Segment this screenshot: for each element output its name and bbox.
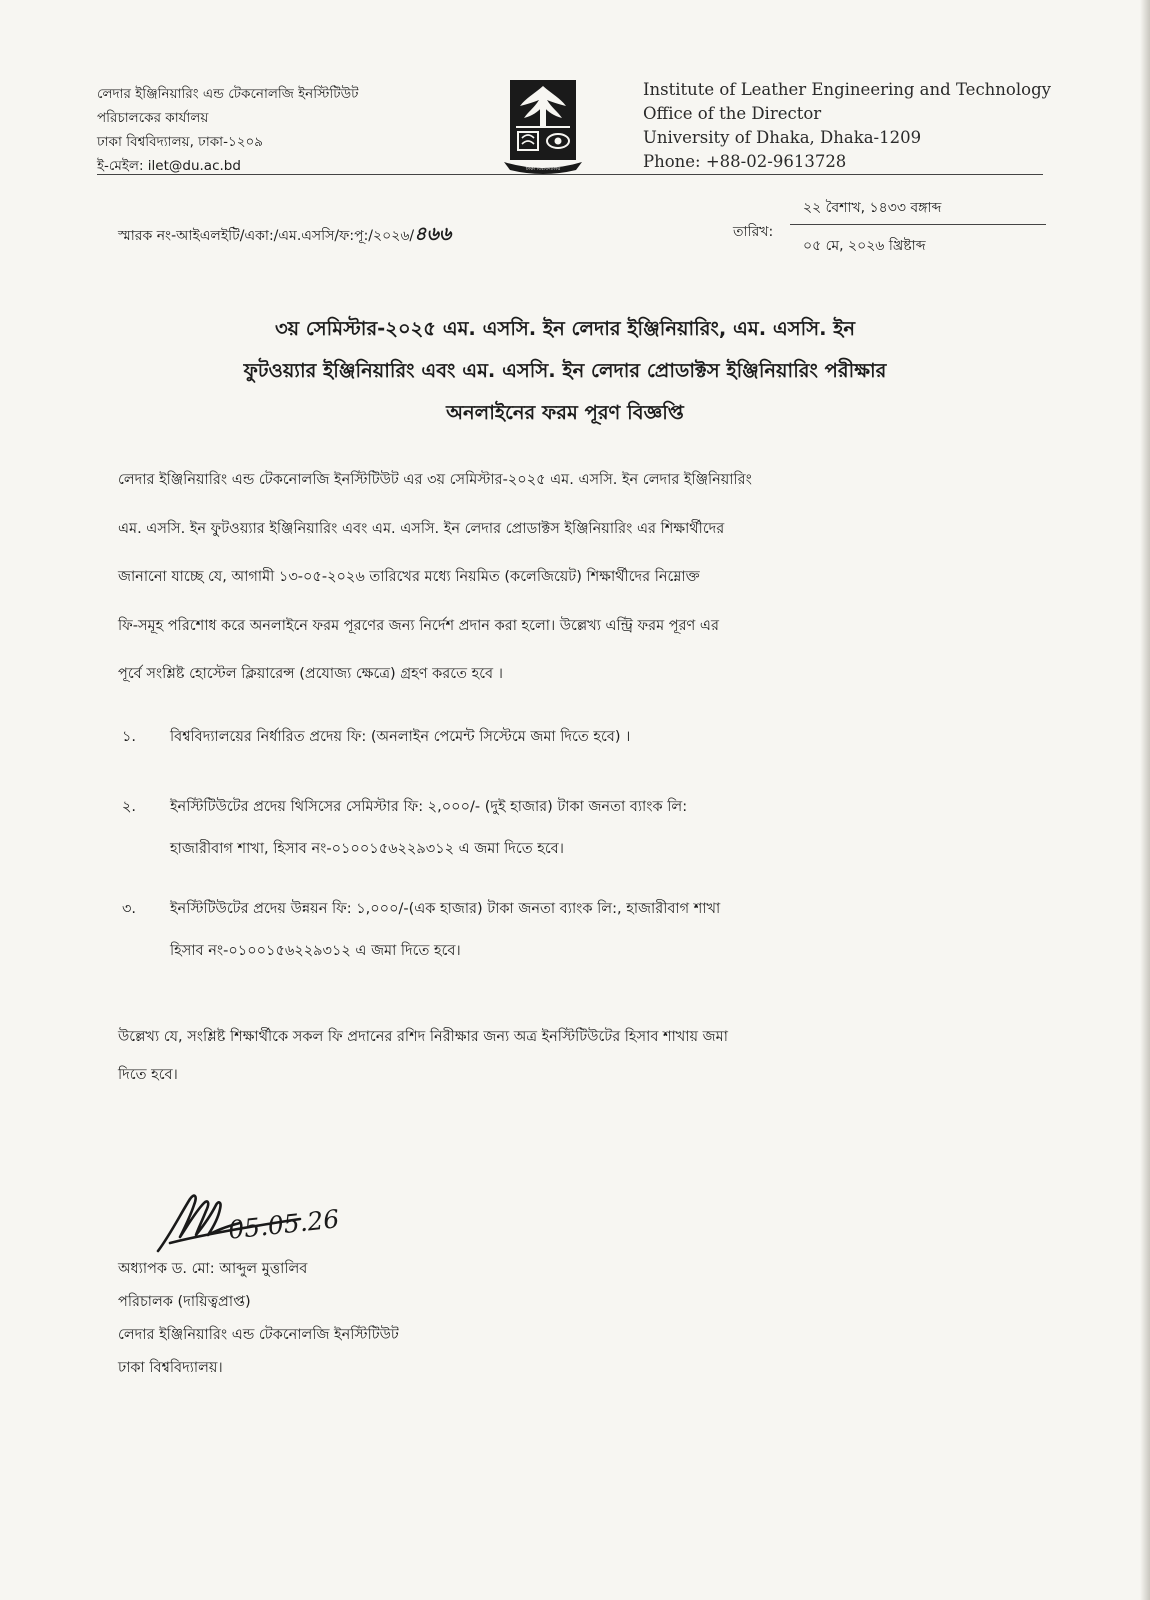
body-line: পূর্বে সংশ্লিষ্ট হোস্টেল ক্লিয়ারেন্স (প্রযোজ্য ক্ষেত্রে) গ্রহণ করতে হবে । bbox=[118, 666, 503, 682]
note-line: উল্লেখ্য যে, সংশ্লিষ্ট শিক্ষার্থীকে সকল ফি প্রদানের রশিদ নিরীক্ষার জন্য অত্র ইনস্টিটিউটের হিসাব শাখায় জমা bbox=[118, 1029, 728, 1045]
signatory-institute: লেদার ইঞ্জিনিয়ারিং এন্ড টেকনোলজি ইনস্টিটিউট bbox=[118, 1327, 399, 1343]
signatory-name: অধ্যাপক ড. মো: আব্দুল মুত্তালিব bbox=[118, 1261, 308, 1277]
item-number: ৩. bbox=[122, 901, 137, 917]
date-label: তারিখ: bbox=[733, 224, 774, 240]
item-line: ইনস্টিটিউটের প্রদেয় উন্নয়ন ফি: ১,০০০/-(এক হাজার) টাকা জনতা ব্যাংক লি:, হাজারীবাগ শাখা bbox=[170, 901, 721, 917]
body-line: লেদার ইঞ্জিনিয়ারিং এন্ড টেকনোলজি ইনস্টিটিউট এর ৩য় সেমিস্টার-২০২৫ এম. এসসি. ইন লেদার ইঞ্জিনিয়ারিং bbox=[118, 472, 752, 488]
notice-body bbox=[118, 456, 1046, 699]
memo-prefix: স্মারক নং-আইএলইটি/একা:/এম.এসসি/ফ:পূ:/২০২৬/ bbox=[118, 228, 415, 244]
title-line: অনলাইনের ফরম পূরণ বিজ্ঞপ্তি bbox=[446, 401, 684, 424]
memo-number: ৪৬৬ bbox=[414, 223, 452, 245]
date-divider bbox=[790, 224, 1046, 225]
notice-title bbox=[140, 308, 990, 434]
item-line: ইনস্টিটিউটের প্রদেয় থিসিসের সেমিস্টার ফি: ২,০০০/- (দুই হাজার) টাকা জনতা ব্যাংক লি: bbox=[170, 799, 688, 815]
signature-date: 05.05.26 bbox=[226, 1204, 341, 1245]
notice-footnote bbox=[118, 1018, 1046, 1094]
institute-name-english: Institute of Leather Engineering and Technology bbox=[643, 80, 1051, 99]
email-line: ই-মেইল: ilet@du.ac.bd bbox=[97, 158, 241, 174]
office-name-english: Office of the Director bbox=[643, 104, 822, 123]
item-number: ১. bbox=[122, 729, 137, 745]
title-line: ফুটওয়্যার ইঞ্জিনিয়ারিং এবং এম. এসসি. ইন লেদার প্রোডাক্টস ইঞ্জিনিয়ারিং পরীক্ষার bbox=[243, 359, 887, 382]
item-line: বিশ্ববিদ্যালয়ের নির্ধারিত প্রদেয় ফি: (অনলাইন পেমেন্ট সিস্টেমে জমা দিতে হবে) । bbox=[170, 729, 631, 745]
address-english: University of Dhaka, Dhaka-1209 bbox=[643, 128, 922, 147]
header-divider bbox=[97, 174, 1043, 175]
signatory-designation: পরিচালক (দায়িত্বপ্রাপ্ত) bbox=[118, 1294, 251, 1310]
institute-name-bangla: লেদার ইঞ্জিনিয়ারিং এন্ড টেকনোলজি ইনস্টিটিউট bbox=[97, 86, 359, 102]
signatory-university: ঢাকা বিশ্ববিদ্যালয়। bbox=[118, 1360, 223, 1376]
office-name-bangla: পরিচালকের কার্যালয় bbox=[97, 110, 209, 126]
memo-reference bbox=[118, 220, 451, 252]
letterhead-bangla bbox=[97, 82, 358, 178]
body-line: এম. এসসি. ইন ফুটওয়্যার ইঞ্জিনিয়ারিং এবং এম. এসসি. ইন লেদার প্রোডাক্টস ইঞ্জিনিয়ারিং এর শিক্ষার্থীদের bbox=[118, 520, 725, 537]
address-bangla: ঢাকা বিশ্ববিদ্যালয়, ঢাকা-১২০৯ bbox=[97, 134, 264, 150]
body-line: ফি-সমূহ পরিশোধ করে অনলাইনে ফরম পূরণের জন্য নির্দেশ প্রদান করা হলো। উল্লেখ্য এন্ট্রি ফরম পূরণ এর bbox=[118, 617, 719, 634]
signatory-block bbox=[118, 1253, 399, 1385]
item-line: হাজারীবাগ শাখা, হিসাব নং-০১০০১৫৬২২৯৩১২ এ জমা দিতে হবে। bbox=[170, 841, 564, 857]
university-logo bbox=[504, 78, 582, 174]
title-line: ৩য় সেমিস্টার-২০২৫ এম. এসসি. ইন লেদার ইঞ্জিনিয়ারিং, এম. এসসি. ইন bbox=[274, 317, 856, 340]
page-edge-shadow bbox=[1140, 0, 1150, 1600]
note-line: দিতে হবে। bbox=[118, 1067, 178, 1083]
item-line: হিসাব নং-০১০০১৫৬২২৯৩১২ এ জমা দিতে হবে। bbox=[170, 943, 461, 959]
phone-line: Phone: +88-02-9613728 bbox=[643, 152, 847, 171]
date-gregorian: ০৫ মে, ২০২৬ খ্রিষ্টাব্দ bbox=[803, 238, 926, 254]
item-number: ২. bbox=[122, 799, 137, 815]
date-bangla-calendar: ২২ বৈশাখ, ১৪৩৩ বঙ্গাব্দ bbox=[803, 200, 942, 216]
logo-ribbon-text: ঢাকা বিশ্ববিদ্যালয় bbox=[525, 166, 561, 172]
letterhead-english bbox=[643, 78, 1051, 174]
body-line: জানানো যাচ্ছে যে, আগামী ১৩-০৫-২০২৬ তারিখের মধ্যে নিয়মিত (কলেজিয়েট) শিক্ষার্থীদের নিম্নোক্ত bbox=[118, 569, 700, 585]
